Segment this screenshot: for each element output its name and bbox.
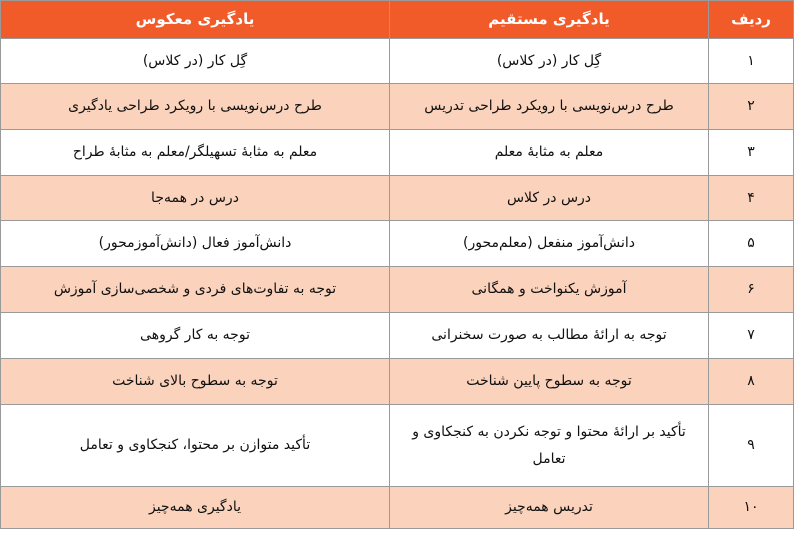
- table-row: [1, 39, 794, 84]
- direct-cell: تدریس همه‌چیز: [390, 487, 709, 529]
- direct-cell: معلم به مثابهٔ معلم: [390, 130, 709, 176]
- row-number-cell: ۴: [709, 176, 794, 221]
- direct-cell: طرح درس‌نویسی با رویکرد طراحی تدریس: [390, 84, 709, 130]
- direct-cell: آموزش یکنواخت و همگانی: [390, 267, 709, 313]
- inverted-cell: درس در همه‌جا: [1, 176, 390, 221]
- header-inverted-learning: یادگیری معکوس: [1, 1, 390, 39]
- inverted-cell: توجه به کار گروهی: [1, 313, 390, 359]
- direct-cell: درس در کلاس: [390, 176, 709, 221]
- row-number-cell: ۱۰: [709, 487, 794, 529]
- header-direct-learning: یادگیری مستقیم: [390, 1, 709, 39]
- header-row-number: ردیف: [709, 1, 794, 39]
- table-row: [1, 267, 794, 313]
- row-number-cell: ۹: [709, 405, 794, 487]
- row-number-cell: ۵: [709, 221, 794, 267]
- inverted-cell: طرح درس‌نویسی با رویکرد طراحی یادگیری: [1, 84, 390, 130]
- table-row: [1, 487, 794, 529]
- table-row: [1, 130, 794, 176]
- inverted-cell: تأکید متوازن بر محتوا، کنجکاوی و تعامل: [1, 405, 390, 487]
- table-row: [1, 359, 794, 405]
- direct-cell: تأکید بر ارائهٔ محتوا و توجه نکردن به کنجکاوی و تعامل: [390, 405, 709, 487]
- row-number-cell: ۶: [709, 267, 794, 313]
- inverted-cell: توجه به تفاوت‌های فردی و شخصی‌سازی آموزش: [1, 267, 390, 313]
- table-row: [1, 313, 794, 359]
- row-number-cell: ۱: [709, 39, 794, 84]
- inverted-cell: معلم به مثابهٔ تسهیلگر/معلم به مثابهٔ طراح: [1, 130, 390, 176]
- row-number-cell: ۷: [709, 313, 794, 359]
- table-header-row: [1, 1, 794, 39]
- row-number-cell: ۸: [709, 359, 794, 405]
- direct-cell: گِل کار (در کلاس): [390, 39, 709, 84]
- direct-cell: توجه به سطوح پایین شناخت: [390, 359, 709, 405]
- table-row: [1, 176, 794, 221]
- inverted-cell: گِل کار (در کلاس): [1, 39, 390, 84]
- inverted-cell: دانش‌آموز فعال (دانش‌آموزمحور): [1, 221, 390, 267]
- direct-cell: توجه به ارائهٔ مطالب به صورت سخنرانی: [390, 313, 709, 359]
- row-number-cell: ۲: [709, 84, 794, 130]
- row-number-cell: ۳: [709, 130, 794, 176]
- direct-cell: دانش‌آموز منفعل (معلم‌محور): [390, 221, 709, 267]
- table-row: [1, 84, 794, 130]
- inverted-cell: توجه به سطوح بالای شناخت: [1, 359, 390, 405]
- table-row: [1, 221, 794, 267]
- table-row: [1, 405, 794, 487]
- inverted-cell: یادگیری همه‌چیز: [1, 487, 390, 529]
